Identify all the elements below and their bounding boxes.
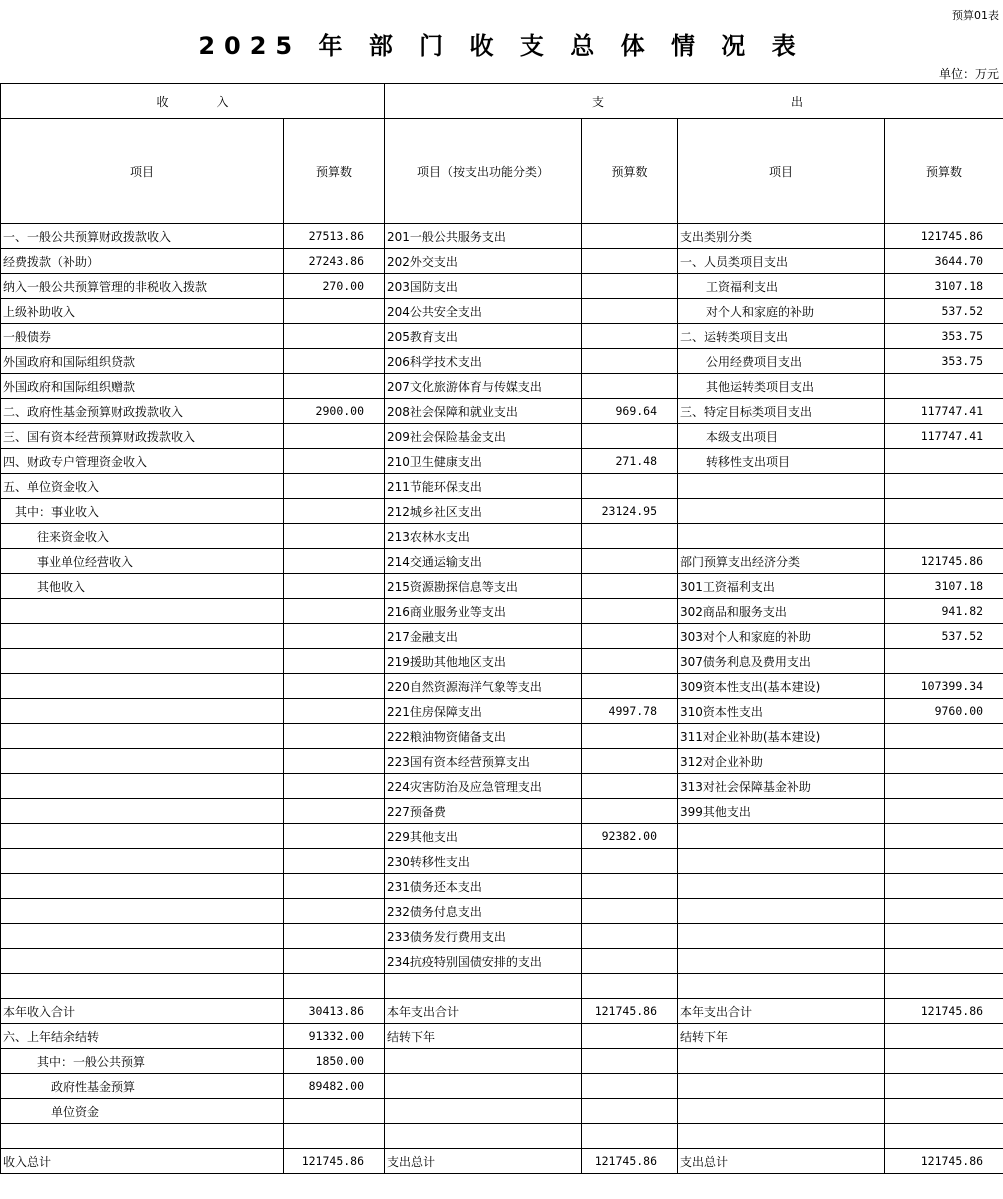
income-budget-cell	[284, 749, 385, 774]
func-item-cell: 202外交支出	[385, 249, 582, 274]
type-budget-cell: 121745.86	[885, 999, 1003, 1024]
type-item-cell	[678, 1099, 885, 1124]
income-budget-cell	[284, 324, 385, 349]
func-item-cell	[385, 974, 582, 999]
type-item-header: 项目	[678, 119, 885, 224]
income-budget-cell: 91332.00	[284, 1024, 385, 1049]
income-budget-cell	[284, 949, 385, 974]
income-item-cell	[1, 899, 284, 924]
type-budget-cell	[885, 1074, 1003, 1099]
income-item-cell: 经费拨款（补助）	[1, 249, 284, 274]
func-item-cell: 205教育支出	[385, 324, 582, 349]
func-item-cell: 203国防支出	[385, 274, 582, 299]
table-row	[1, 974, 1003, 999]
func-item-cell	[385, 1124, 582, 1149]
type-item-cell: 支出类别分类	[678, 224, 885, 249]
type-budget-cell: 537.52	[885, 299, 1003, 324]
func-budget-cell: 969.64	[582, 399, 678, 424]
func-budget-cell: 23124.95	[582, 499, 678, 524]
type-item-cell	[678, 874, 885, 899]
func-item-cell: 213农林水支出	[385, 524, 582, 549]
income-item-cell: 单位资金	[1, 1099, 284, 1124]
table-row	[1, 399, 1003, 424]
table-row	[1, 299, 1003, 324]
type-item-cell: 公用经费项目支出	[678, 349, 885, 374]
func-item-cell: 224灾害防治及应急管理支出	[385, 774, 582, 799]
income-item-cell: 事业单位经营收入	[1, 549, 284, 574]
income-item-cell: 政府性基金预算	[1, 1074, 284, 1099]
income-budget-cell: 89482.00	[284, 1074, 385, 1099]
type-budget-cell	[885, 1124, 1003, 1149]
expense-header	[385, 84, 1003, 119]
table-row	[1, 1074, 1003, 1099]
type-budget-cell	[885, 1099, 1003, 1124]
income-budget-cell	[284, 299, 385, 324]
func-budget-cell	[582, 524, 678, 549]
func-budget-cell	[582, 924, 678, 949]
income-budget-cell	[284, 474, 385, 499]
func-item-cell: 233债务发行费用支出	[385, 924, 582, 949]
func-item-cell: 227预备费	[385, 799, 582, 824]
income-item-cell: 一、一般公共预算财政拨款收入	[1, 224, 284, 249]
func-item-cell: 208社会保障和就业支出	[385, 399, 582, 424]
type-budget-cell	[885, 1024, 1003, 1049]
table-row	[1, 799, 1003, 824]
type-budget-cell	[885, 824, 1003, 849]
table-row	[1, 1049, 1003, 1074]
type-budget-cell	[885, 749, 1003, 774]
func-budget-cell	[582, 1124, 678, 1149]
func-item-cell	[385, 1099, 582, 1124]
func-budget-cell: 4997.78	[582, 699, 678, 724]
type-budget-cell: 353.75	[885, 349, 1003, 374]
func-item-cell	[385, 1049, 582, 1074]
func-item-cell: 210卫生健康支出	[385, 449, 582, 474]
income-budget-cell	[284, 424, 385, 449]
income-budget-cell: 2900.00	[284, 399, 385, 424]
table-row	[1, 249, 1003, 274]
type-item-cell	[678, 524, 885, 549]
table-row	[1, 524, 1003, 549]
func-budget-cell	[582, 1024, 678, 1049]
func-item-cell: 209社会保险基金支出	[385, 424, 582, 449]
table-row	[1, 499, 1003, 524]
type-item-cell: 311对企业补助(基本建设)	[678, 724, 885, 749]
func-budget-cell	[582, 299, 678, 324]
func-budget-cell	[582, 849, 678, 874]
income-budget-cell	[284, 349, 385, 374]
income-budget-cell	[284, 524, 385, 549]
func-budget-header: 预算数	[582, 119, 678, 224]
table-row	[1, 699, 1003, 724]
income-budget-cell	[284, 699, 385, 724]
func-item-cell: 215资源勘探信息等支出	[385, 574, 582, 599]
func-item-cell: 219援助其他地区支出	[385, 649, 582, 674]
func-budget-cell	[582, 874, 678, 899]
func-item-cell: 220自然资源海洋气象等支出	[385, 674, 582, 699]
income-item-cell: 外国政府和国际组织贷款	[1, 349, 284, 374]
func-budget-cell: 271.48	[582, 449, 678, 474]
budget-table	[0, 83, 1003, 1174]
func-budget-cell	[582, 1099, 678, 1124]
table-row	[1, 849, 1003, 874]
type-budget-cell: 121745.86	[885, 549, 1003, 574]
func-item-cell: 223国有资本经营预算支出	[385, 749, 582, 774]
func-budget-cell	[582, 974, 678, 999]
func-budget-cell	[582, 599, 678, 624]
func-budget-cell	[582, 224, 678, 249]
type-item-cell: 307债务利息及费用支出	[678, 649, 885, 674]
income-budget-cell: 30413.86	[284, 999, 385, 1024]
income-budget-cell	[284, 574, 385, 599]
income-item-cell: 收入总计	[1, 1149, 284, 1174]
income-budget-cell	[284, 799, 385, 824]
type-item-cell: 支出总计	[678, 1149, 885, 1174]
func-budget-cell	[582, 474, 678, 499]
func-budget-cell	[582, 899, 678, 924]
table-row	[1, 724, 1003, 749]
type-budget-cell	[885, 449, 1003, 474]
func-item-cell: 231债务还本支出	[385, 874, 582, 899]
income-item-cell	[1, 749, 284, 774]
type-item-cell	[678, 899, 885, 924]
func-item-cell: 234抗疫特别国债安排的支出	[385, 949, 582, 974]
func-budget-cell	[582, 324, 678, 349]
income-item-cell	[1, 824, 284, 849]
income-budget-cell	[284, 674, 385, 699]
func-budget-cell	[582, 374, 678, 399]
type-item-cell: 部门预算支出经济分类	[678, 549, 885, 574]
type-item-cell: 一、人员类项目支出	[678, 249, 885, 274]
income-item-cell: 六、上年结余结转	[1, 1024, 284, 1049]
income-budget-cell	[284, 549, 385, 574]
type-item-cell: 302商品和服务支出	[678, 599, 885, 624]
func-budget-cell	[582, 749, 678, 774]
func-item-cell: 204公共安全支出	[385, 299, 582, 324]
type-item-cell	[678, 824, 885, 849]
func-budget-cell	[582, 574, 678, 599]
income-item-cell: 其中：事业收入	[1, 499, 284, 524]
table-row	[1, 574, 1003, 599]
table-row	[1, 874, 1003, 899]
type-item-cell: 转移性支出项目	[678, 449, 885, 474]
func-budget-cell	[582, 424, 678, 449]
income-budget-cell: 121745.86	[284, 1149, 385, 1174]
type-item-cell: 结转下年	[678, 1024, 885, 1049]
income-item-cell	[1, 874, 284, 899]
type-item-cell: 312对企业补助	[678, 749, 885, 774]
income-budget-cell	[284, 374, 385, 399]
type-budget-cell: 537.52	[885, 624, 1003, 649]
type-item-cell	[678, 849, 885, 874]
table-row	[1, 749, 1003, 774]
type-budget-header: 预算数	[885, 119, 1003, 224]
type-budget-cell	[885, 949, 1003, 974]
income-header: 收 入	[1, 84, 385, 119]
income-budget-cell	[284, 1124, 385, 1149]
table-number-label: 预算01表	[952, 9, 999, 22]
income-budget-cell	[284, 849, 385, 874]
type-item-cell: 其他运转类项目支出	[678, 374, 885, 399]
income-item-cell: 一般债券	[1, 324, 284, 349]
income-item-cell	[1, 924, 284, 949]
func-item-cell: 222粮油物资储备支出	[385, 724, 582, 749]
type-item-cell: 三、特定目标类项目支出	[678, 399, 885, 424]
func-budget-cell: 121745.86	[582, 1149, 678, 1174]
type-item-cell	[678, 474, 885, 499]
type-item-cell: 对个人和家庭的补助	[678, 299, 885, 324]
type-budget-cell: 3644.70	[885, 249, 1003, 274]
type-budget-cell	[885, 974, 1003, 999]
type-item-cell	[678, 924, 885, 949]
income-budget-cell: 1850.00	[284, 1049, 385, 1074]
table-row	[1, 424, 1003, 449]
income-item-cell: 三、国有资本经营预算财政拨款收入	[1, 424, 284, 449]
func-item-cell: 230转移性支出	[385, 849, 582, 874]
type-budget-cell: 3107.18	[885, 574, 1003, 599]
func-item-cell: 支出总计	[385, 1149, 582, 1174]
income-item-cell	[1, 799, 284, 824]
income-item-cell: 其他收入	[1, 574, 284, 599]
income-item-cell	[1, 974, 284, 999]
table-row	[1, 449, 1003, 474]
table-row	[1, 324, 1003, 349]
income-budget-cell	[284, 774, 385, 799]
income-budget-cell	[284, 974, 385, 999]
type-budget-cell	[885, 474, 1003, 499]
type-item-cell	[678, 1074, 885, 1099]
func-budget-cell	[582, 774, 678, 799]
func-item-cell: 214交通运输支出	[385, 549, 582, 574]
func-budget-cell	[582, 274, 678, 299]
income-budget-cell	[284, 824, 385, 849]
func-item-cell: 229其他支出	[385, 824, 582, 849]
table-row	[1, 624, 1003, 649]
type-budget-cell	[885, 799, 1003, 824]
type-budget-cell: 121745.86	[885, 224, 1003, 249]
func-budget-cell	[582, 674, 678, 699]
unit-label: 单位：万元	[938, 67, 999, 81]
table-row	[1, 999, 1003, 1024]
type-budget-cell	[885, 374, 1003, 399]
type-item-cell: 303对个人和家庭的补助	[678, 624, 885, 649]
table-row	[1, 549, 1003, 574]
func-budget-cell	[582, 799, 678, 824]
income-item-cell	[1, 949, 284, 974]
income-item-cell	[1, 724, 284, 749]
func-budget-cell	[582, 349, 678, 374]
type-item-cell: 309资本性支出(基本建设)	[678, 674, 885, 699]
type-item-cell: 二、运转类项目支出	[678, 324, 885, 349]
table-row	[1, 674, 1003, 699]
income-budget-cell	[284, 874, 385, 899]
func-item-cell: 217金融支出	[385, 624, 582, 649]
expense-header-right: 出	[791, 94, 804, 109]
func-item-cell: 212城乡社区支出	[385, 499, 582, 524]
income-budget-cell: 27513.86	[284, 224, 385, 249]
income-item-cell	[1, 1124, 284, 1149]
type-item-cell: 399其他支出	[678, 799, 885, 824]
expense-header-left: 支	[592, 94, 605, 109]
type-budget-cell	[885, 524, 1003, 549]
income-budget-cell	[284, 624, 385, 649]
page-title: 2025 年 部 门 收 支 总 体 情 况 表	[198, 32, 805, 60]
income-item-cell: 五、单位资金收入	[1, 474, 284, 499]
income-item-cell	[1, 774, 284, 799]
type-budget-cell: 3107.18	[885, 274, 1003, 299]
func-item-cell: 201一般公共服务支出	[385, 224, 582, 249]
func-item-cell: 206科学技术支出	[385, 349, 582, 374]
income-item-cell	[1, 699, 284, 724]
func-item-cell: 216商业服务业等支出	[385, 599, 582, 624]
type-budget-cell	[885, 924, 1003, 949]
func-item-cell: 207文化旅游体育与传媒支出	[385, 374, 582, 399]
type-budget-cell	[885, 649, 1003, 674]
type-budget-cell: 121745.86	[885, 1149, 1003, 1174]
func-budget-cell	[582, 649, 678, 674]
func-budget-cell	[582, 1074, 678, 1099]
table-row	[1, 774, 1003, 799]
type-item-cell: 310资本性支出	[678, 699, 885, 724]
income-item-cell	[1, 849, 284, 874]
func-budget-cell	[582, 549, 678, 574]
header-row-top	[1, 84, 1003, 119]
func-budget-cell: 92382.00	[582, 824, 678, 849]
income-budget-cell	[284, 899, 385, 924]
type-item-cell	[678, 1049, 885, 1074]
type-item-cell	[678, 1124, 885, 1149]
type-budget-cell	[885, 724, 1003, 749]
type-item-cell: 313对社会保障基金补助	[678, 774, 885, 799]
table-row	[1, 949, 1003, 974]
income-budget-header: 预算数	[284, 119, 385, 224]
income-budget-cell	[284, 724, 385, 749]
func-budget-cell	[582, 1049, 678, 1074]
income-item-cell	[1, 674, 284, 699]
func-budget-cell	[582, 949, 678, 974]
table-row	[1, 924, 1003, 949]
table-row	[1, 1099, 1003, 1124]
type-budget-cell	[885, 499, 1003, 524]
income-item-cell: 四、财政专户管理资金收入	[1, 449, 284, 474]
income-budget-cell	[284, 1099, 385, 1124]
type-budget-cell: 9760.00	[885, 699, 1003, 724]
type-item-cell: 301工资福利支出	[678, 574, 885, 599]
table-row	[1, 349, 1003, 374]
func-item-cell	[385, 1074, 582, 1099]
type-item-cell	[678, 499, 885, 524]
income-item-cell: 本年收入合计	[1, 999, 284, 1024]
type-item-cell: 本年支出合计	[678, 999, 885, 1024]
type-item-cell: 工资福利支出	[678, 274, 885, 299]
header-row-columns	[1, 119, 1003, 224]
func-item-cell: 232债务付息支出	[385, 899, 582, 924]
income-item-cell: 纳入一般公共预算管理的非税收入拨款	[1, 274, 284, 299]
table-row	[1, 899, 1003, 924]
income-budget-cell	[284, 499, 385, 524]
table-row	[1, 824, 1003, 849]
income-budget-cell	[284, 599, 385, 624]
table-row	[1, 1149, 1003, 1174]
func-item-cell: 211节能环保支出	[385, 474, 582, 499]
income-budget-cell: 27243.86	[284, 249, 385, 274]
type-item-cell: 本级支出项目	[678, 424, 885, 449]
type-budget-cell: 117747.41	[885, 424, 1003, 449]
type-item-cell	[678, 974, 885, 999]
income-item-cell	[1, 599, 284, 624]
table-row	[1, 599, 1003, 624]
type-budget-cell	[885, 849, 1003, 874]
income-budget-cell	[284, 449, 385, 474]
type-budget-cell: 117747.41	[885, 399, 1003, 424]
func-budget-cell	[582, 249, 678, 274]
type-budget-cell: 353.75	[885, 324, 1003, 349]
type-budget-cell	[885, 774, 1003, 799]
income-item-cell	[1, 649, 284, 674]
type-budget-cell: 941.82	[885, 599, 1003, 624]
income-item-cell: 二、政府性基金预算财政拨款收入	[1, 399, 284, 424]
income-budget-cell	[284, 649, 385, 674]
income-item-header: 项目	[1, 119, 284, 224]
type-budget-cell: 107399.34	[885, 674, 1003, 699]
func-item-header: 项目（按支出功能分类）	[385, 119, 582, 224]
table-row	[1, 224, 1003, 249]
func-budget-cell	[582, 724, 678, 749]
type-budget-cell	[885, 1049, 1003, 1074]
func-budget-cell: 121745.86	[582, 999, 678, 1024]
table-row	[1, 1024, 1003, 1049]
table-row	[1, 649, 1003, 674]
table-row	[1, 474, 1003, 499]
income-item-cell: 往来资金收入	[1, 524, 284, 549]
table-row	[1, 374, 1003, 399]
income-item-cell: 上级补助收入	[1, 299, 284, 324]
income-item-cell	[1, 624, 284, 649]
func-item-cell: 221住房保障支出	[385, 699, 582, 724]
func-budget-cell	[582, 624, 678, 649]
table-row	[1, 274, 1003, 299]
func-item-cell: 本年支出合计	[385, 999, 582, 1024]
type-budget-cell	[885, 874, 1003, 899]
table-row	[1, 1124, 1003, 1149]
income-budget-cell	[284, 924, 385, 949]
type-budget-cell	[885, 899, 1003, 924]
income-item-cell: 其中：一般公共预算	[1, 1049, 284, 1074]
income-item-cell: 外国政府和国际组织赠款	[1, 374, 284, 399]
type-item-cell	[678, 949, 885, 974]
func-item-cell: 结转下年	[385, 1024, 582, 1049]
income-budget-cell: 270.00	[284, 274, 385, 299]
